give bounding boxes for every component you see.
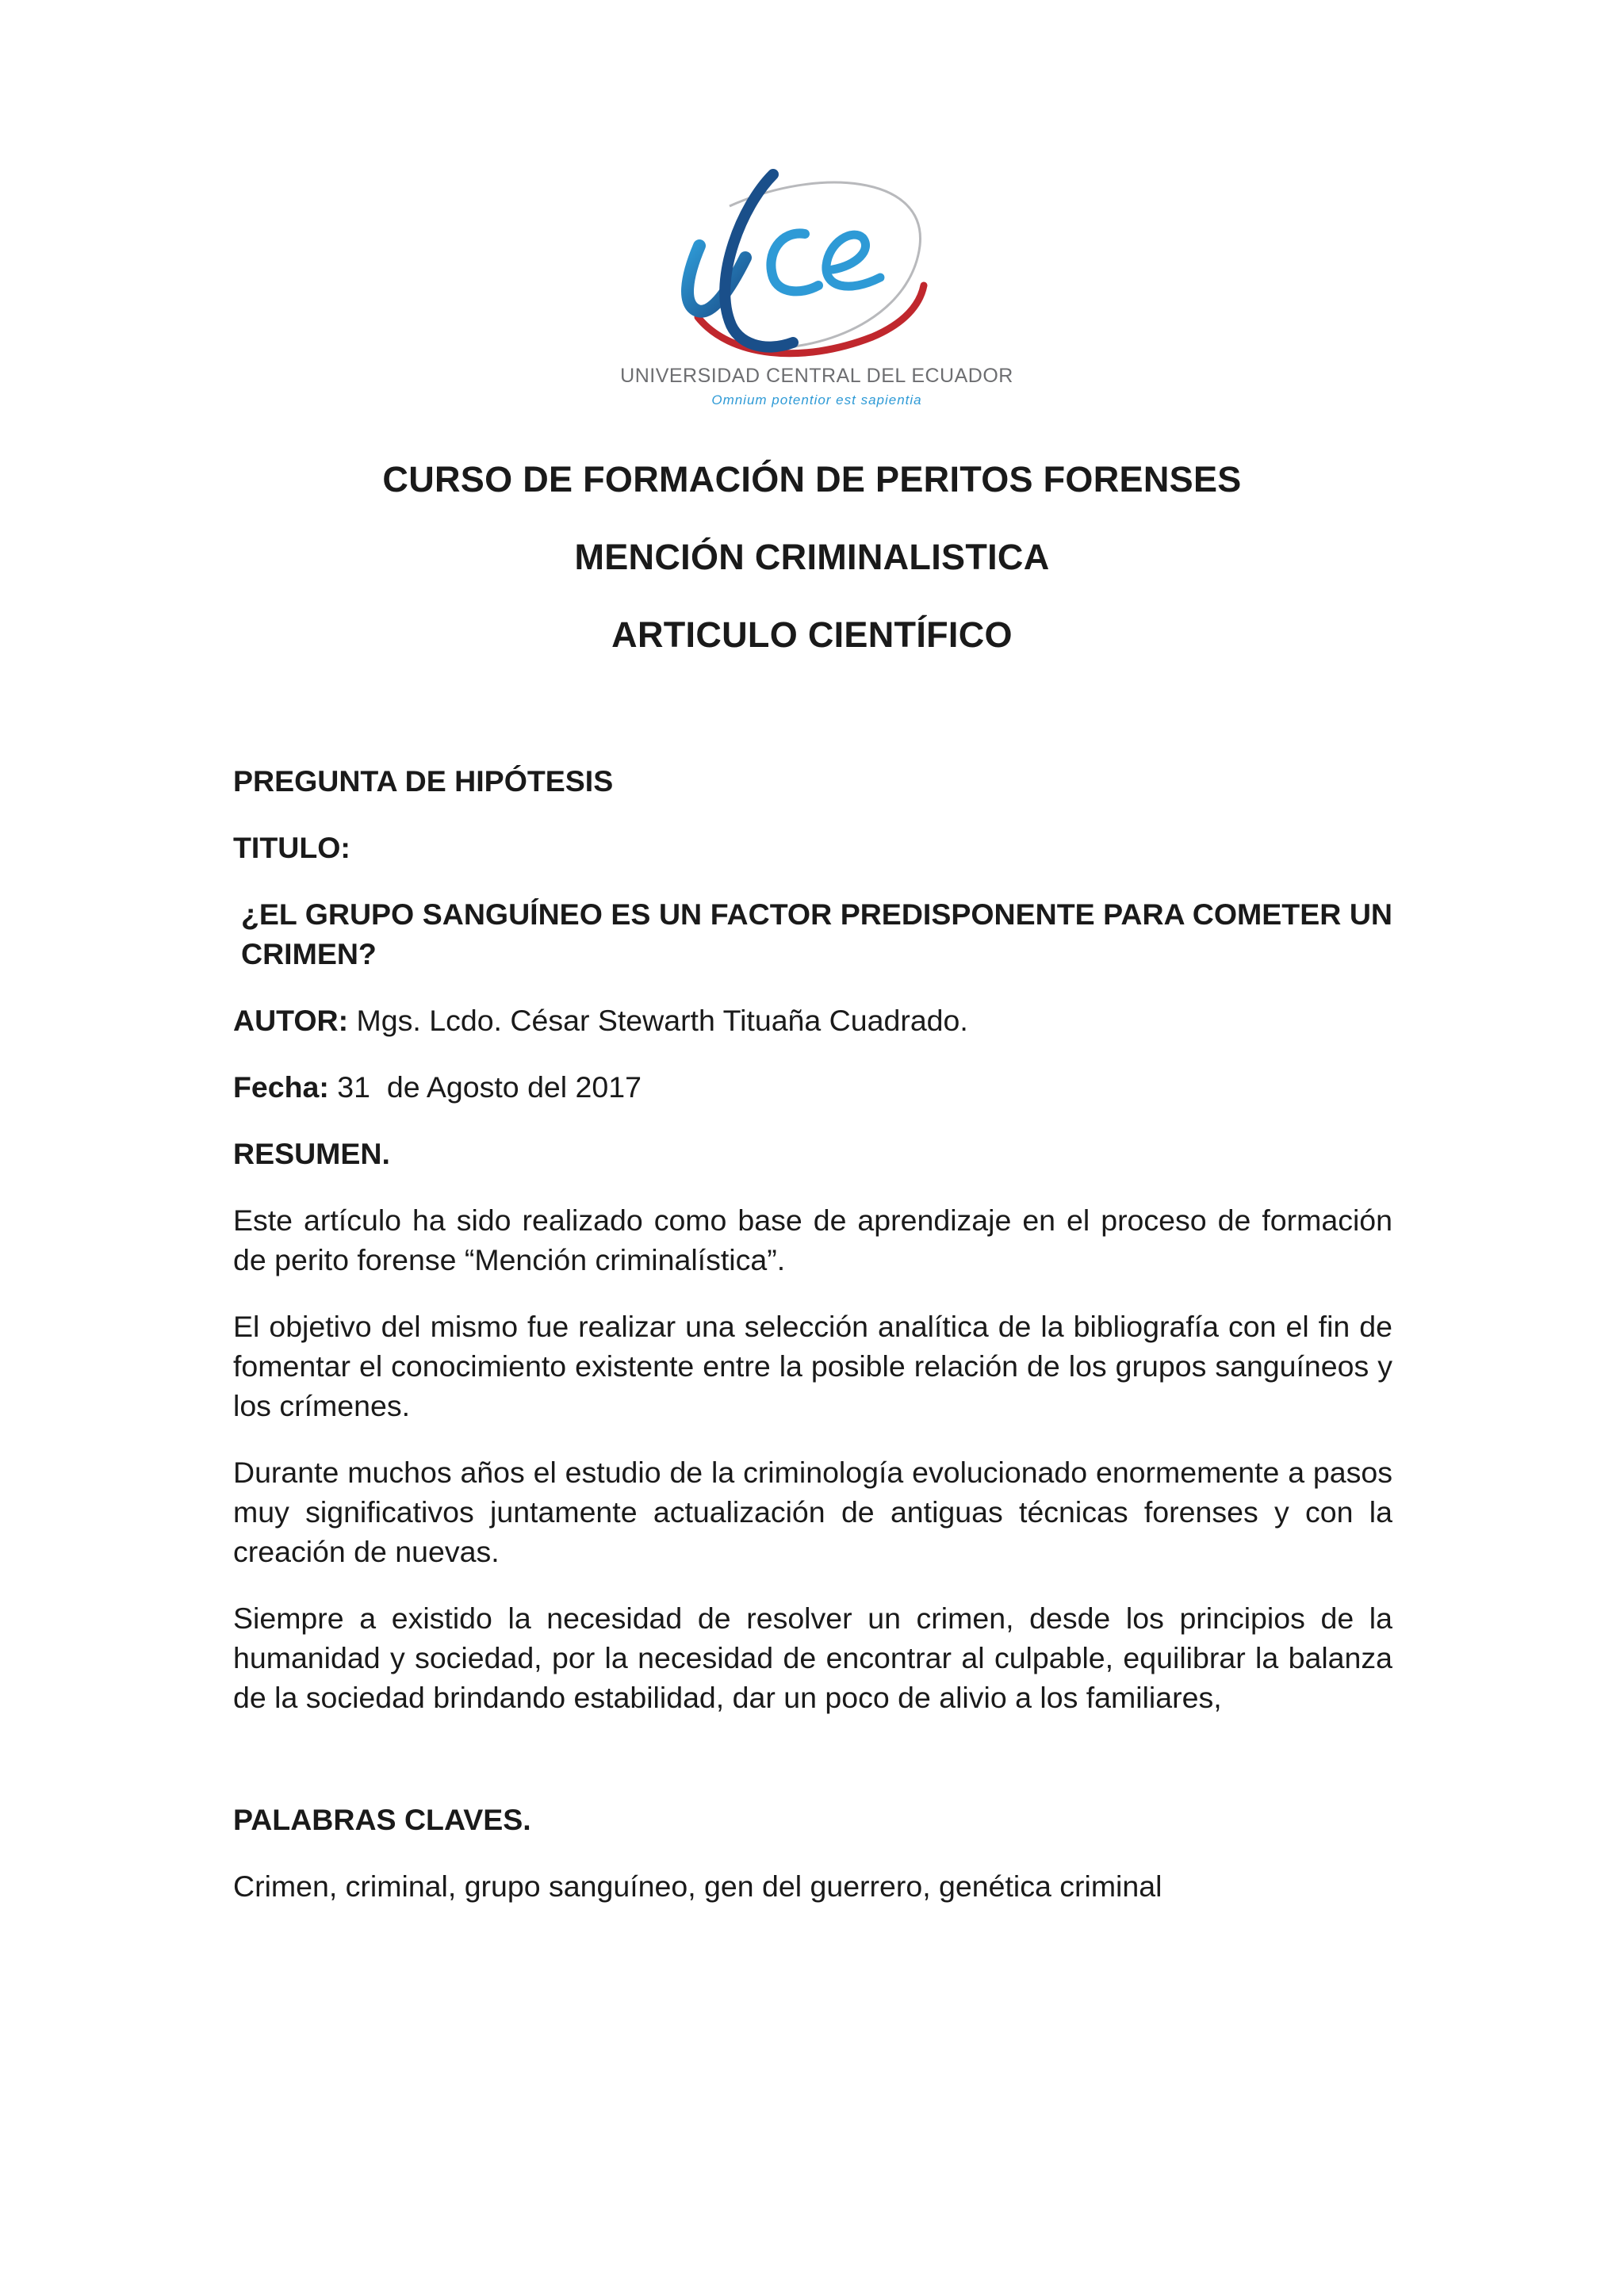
summary-paragraph-3: Durante muchos años el estudio de la criminología evolucionado enormemente a pasos muy significativos juntamente actualización de antiguas técnicas forenses y con la creación de nuevas. [233, 1456, 1392, 1568]
title-question: ¿EL GRUPO SANGUÍNEO ES UN FACTOR PREDISPONENTE PARA COMETER UN CRIMEN? [241, 897, 1392, 970]
summary-paragraph-2: El objetivo del mismo fue realizar una selección analítica de la bibliografía con el fin de fomentar el conocimiento existente entre la posible relación de los grupos sanguíneos y los crímenes. [233, 1310, 1392, 1422]
document-titles [0, 458, 1624, 691]
university-logo [611, 159, 1023, 420]
title-label: TITULO: [233, 831, 350, 864]
date-line [233, 1067, 1392, 1107]
summary-heading: RESUMEN. [233, 1137, 390, 1170]
hypothesis-heading: PREGUNTA DE HIPÓTESIS [233, 764, 614, 798]
keywords-text: Crimen, criminal, grupo sanguíneo, gen del guerrero, genética criminal [233, 1869, 1162, 1903]
summary-paragraph-4: Siempre a existido la necesidad de resolver un crimen, desde los principios de la humanidad y sociedad, por la necesidad de encontrar al culpable, equilibrar la balanza de la sociedad brindando estabilidad, dar un poco de alivio a los familiares, [233, 1601, 1392, 1714]
university-motto: Omnium potentior est sapientia [711, 392, 922, 408]
document-body [233, 761, 1392, 1933]
keywords-heading: PALABRAS CLAVES. [233, 1803, 531, 1836]
article-type-title: ARTICULO CIENTÍFICO [611, 614, 1013, 655]
date-label: Fecha: [233, 1070, 329, 1104]
course-title: CURSO DE FORMACIÓN DE PERITOS FORENSES [382, 459, 1242, 499]
summary-paragraph-1: Este artículo ha sido realizado como base de aprendizaje en el proceso de formación de perito forense “Mención criminalística”. [233, 1203, 1392, 1276]
author-label: AUTOR: [233, 1004, 349, 1037]
university-name: UNIVERSIDAD CENTRAL DEL ECUADOR [620, 365, 1013, 387]
author-value: Mgs. Lcdo. César Stewarth Tituaña Cuadrado. [348, 1004, 968, 1037]
author-line [233, 1001, 1392, 1040]
date-value: 31 de Agosto del 2017 [328, 1070, 642, 1104]
mention-title: MENCIÓN CRIMINALISTICA [574, 537, 1050, 577]
